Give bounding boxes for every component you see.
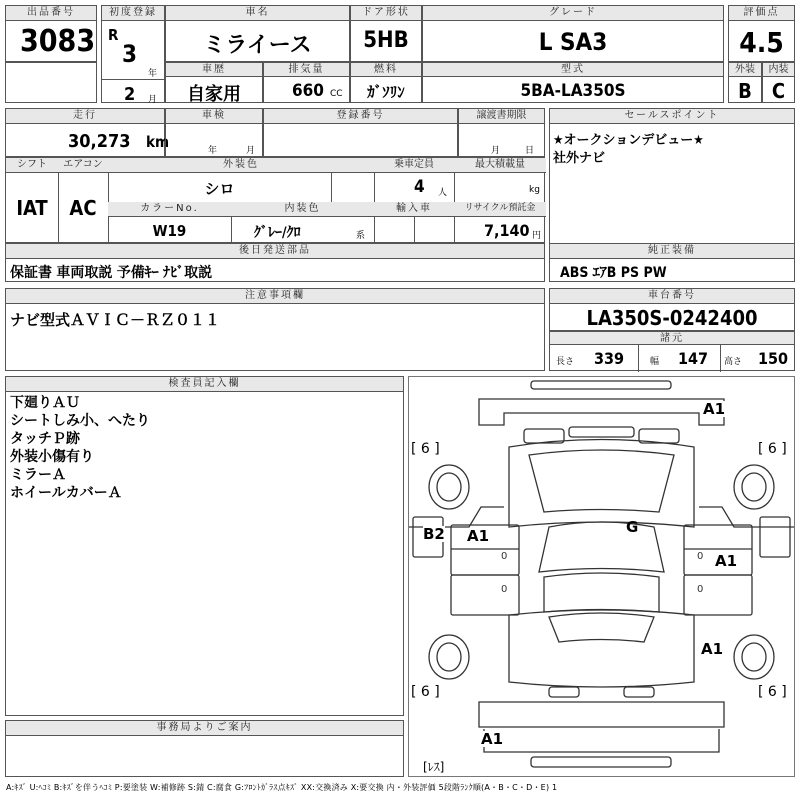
mileage-box bbox=[5, 108, 170, 157]
notes-value: ナビ型式ＡＶＩＣ－ＲＺ０１１ bbox=[10, 311, 221, 329]
lot-number-label: 出品番号 bbox=[6, 6, 96, 21]
registration-month: 2 bbox=[124, 84, 136, 105]
car-diagram bbox=[409, 377, 794, 776]
aircon-value: AC bbox=[69, 196, 97, 220]
inspector-note-3: タッチＰ跡 bbox=[10, 431, 80, 447]
km-unit: km bbox=[146, 133, 170, 151]
inspector-note-2: シートしみ小、へたり bbox=[10, 413, 150, 429]
genuine-equipment-box bbox=[549, 243, 795, 282]
month-unit: 月 bbox=[148, 95, 158, 105]
interior-grade: C bbox=[771, 79, 786, 103]
score-box bbox=[728, 5, 795, 62]
yen-unit: 円 bbox=[532, 231, 542, 241]
chassis-number-label: 車台番号 bbox=[550, 289, 794, 304]
import-car-label: 輸入車 bbox=[374, 202, 454, 217]
recycle-fee-label: リサイクル預託金 bbox=[454, 202, 546, 217]
chassis-number-box bbox=[549, 288, 795, 331]
diagram-zero-2: 0 bbox=[501, 584, 508, 595]
people-unit: 人 bbox=[438, 188, 448, 198]
genuine-equipment-label: 純正装備 bbox=[550, 244, 794, 259]
first-registration-box bbox=[101, 5, 165, 103]
transfer-deadline-label: 譲渡書期限 bbox=[459, 109, 544, 124]
mark-lens: [ﾚｽ] bbox=[423, 760, 445, 774]
interior-grade-label: 内装 bbox=[763, 63, 794, 77]
genuine-equipment-value: ABS ｴｱB PS PW bbox=[560, 265, 667, 281]
mark-bottom-a1: A1 bbox=[481, 730, 504, 748]
inspector-notes-box bbox=[5, 376, 404, 716]
door-type-label: ドア形状 bbox=[351, 6, 421, 21]
shift-label: シフト bbox=[6, 158, 58, 173]
notes-box bbox=[5, 288, 545, 371]
interior-grade-box bbox=[762, 62, 795, 103]
ext-color-label: 外装色 bbox=[108, 158, 374, 173]
first-registration-label: 初度登録 bbox=[102, 6, 164, 21]
vehicle-spec-grid bbox=[5, 157, 545, 243]
color-no-label: カラーNo. bbox=[108, 202, 231, 217]
year-unit: 年 bbox=[148, 69, 158, 79]
mark-left-a1: A1 bbox=[467, 527, 490, 545]
office-info-label: 事務局よりご案内 bbox=[6, 721, 403, 736]
selling-point-line-1: ★オークションデビュー★ bbox=[553, 133, 704, 148]
length-value: 339 bbox=[594, 349, 625, 368]
score-label: 評価点 bbox=[729, 6, 794, 21]
registration-number-label: 登録番号 bbox=[264, 109, 457, 124]
transfer-day-unit: 日 bbox=[525, 146, 535, 156]
color-no-value: W19 bbox=[152, 222, 187, 240]
history-value: 自家用 bbox=[187, 84, 241, 105]
mileage-value: 30,273 bbox=[68, 131, 131, 152]
max-load-label: 最大積載量 bbox=[454, 158, 546, 173]
car-name: ミライース bbox=[203, 33, 312, 58]
shift-value: IAT bbox=[16, 196, 48, 220]
transfer-deadline-box bbox=[458, 108, 545, 157]
ext-color-value: シロ bbox=[204, 180, 235, 198]
mark-roof-a1: A1 bbox=[703, 400, 726, 418]
history-label: 車歴 bbox=[166, 63, 262, 77]
door-type-box bbox=[350, 5, 422, 62]
era-letter: R bbox=[108, 26, 119, 44]
model-code: 5BA-LA350S bbox=[520, 81, 626, 101]
height-value: 150 bbox=[758, 349, 789, 368]
history-box bbox=[165, 62, 263, 103]
grade-box bbox=[422, 5, 724, 62]
lot-number: 3083 bbox=[20, 24, 96, 59]
displacement-label: 排気量 bbox=[264, 63, 349, 77]
damage-legend: A:ｷｽﾞ U:ﾍｺﾐ B:ｷｽﾞを伴うﾍｺﾐ P:要塗装 W:補修跡 S:錆 C:腐食 G:ﾌﾛﾝﾄｶﾞﾗｽ点ｷｽﾞ XX:交換済み X:要交換 内・外装評価 5段階ﾗﾝｸ順(A・B・C・D・E) 1 bbox=[6, 783, 558, 792]
inspector-note-5: ミラーＡ bbox=[10, 467, 66, 483]
fuel-label: 燃料 bbox=[351, 63, 421, 77]
mark-right-rear-a1: A1 bbox=[701, 640, 724, 658]
displacement-box bbox=[263, 62, 350, 103]
height-label: 高さ bbox=[724, 357, 743, 367]
mark-tire-rear-left: [ 6 ] bbox=[411, 684, 440, 700]
inspection-label: 車検 bbox=[166, 109, 262, 124]
fuel-box bbox=[350, 62, 422, 103]
selling-point-line-2: 社外ナビ bbox=[553, 151, 606, 166]
exterior-grade: B bbox=[738, 79, 752, 103]
car-name-box bbox=[165, 5, 350, 62]
transfer-month-unit: 月 bbox=[491, 146, 501, 156]
capacity-label: 乗車定員 bbox=[374, 158, 454, 173]
car-name-label: 車名 bbox=[166, 6, 349, 21]
diagram-zero-1: 0 bbox=[501, 551, 508, 562]
mileage-label: 走行 bbox=[6, 109, 164, 124]
inspection-month-unit: 月 bbox=[246, 146, 256, 156]
score-value: 4.5 bbox=[739, 26, 784, 59]
mark-hood-g: G bbox=[626, 518, 639, 536]
mark-tire-front-left: [ 6 ] bbox=[411, 441, 440, 457]
notes-label: 注意事項欄 bbox=[6, 289, 544, 304]
selling-points-label: セールスポイント bbox=[550, 109, 794, 124]
mark-right-a1: A1 bbox=[715, 552, 738, 570]
width-value: 147 bbox=[678, 349, 709, 368]
registration-year: 3 bbox=[122, 40, 138, 68]
lot-number-blank bbox=[5, 62, 97, 103]
car-diagram-box bbox=[408, 376, 795, 777]
diagram-zero-3: 0 bbox=[697, 551, 704, 562]
model-code-box bbox=[422, 62, 724, 103]
width-label: 幅 bbox=[650, 357, 660, 367]
inspection-year-unit: 年 bbox=[208, 146, 218, 156]
diagram-zero-4: 0 bbox=[697, 584, 704, 595]
mark-tire-rear-right: [ 6 ] bbox=[758, 684, 787, 700]
inspection-box bbox=[165, 108, 263, 157]
exterior-grade-label: 外装 bbox=[729, 63, 761, 77]
inspector-note-6: ホイールカバーＡ bbox=[10, 485, 122, 501]
specs-label: 諸元 bbox=[550, 332, 794, 345]
fuel-value: ｶﾞｿﾘﾝ bbox=[367, 83, 405, 101]
lot-number-box bbox=[5, 5, 97, 62]
recycle-fee-value: 7,140 bbox=[484, 221, 530, 240]
int-color-label: 内装色 bbox=[231, 202, 374, 217]
inspector-note-4: 外装小傷有り bbox=[10, 449, 94, 465]
cc-unit: CC bbox=[330, 89, 343, 99]
int-color-value: ｸﾞﾚｰ/ｸﾛ bbox=[254, 225, 301, 241]
grade-label: グレード bbox=[423, 6, 723, 21]
system-unit: 系 bbox=[356, 231, 366, 241]
capacity-value: 4 bbox=[414, 177, 425, 197]
later-parts-value: 保証書 車両取説 予備ｷｰ ﾅﾋﾞ取説 bbox=[10, 265, 213, 281]
aircon-label: エアコン bbox=[58, 158, 108, 173]
grade: L SA3 bbox=[538, 28, 608, 56]
length-label: 長さ bbox=[556, 357, 575, 367]
inspector-notes-label: 検査員記入欄 bbox=[6, 377, 403, 392]
inspector-note-1: 下廻りＡＵ bbox=[10, 395, 80, 411]
displacement-value: 660 bbox=[292, 81, 324, 101]
kg-unit: kg bbox=[529, 185, 540, 195]
office-info-box bbox=[5, 720, 404, 777]
mark-left-b2: B2 bbox=[423, 525, 445, 543]
registration-number-box bbox=[263, 108, 458, 157]
mark-tire-front-right: [ 6 ] bbox=[758, 441, 787, 457]
exterior-grade-box bbox=[728, 62, 762, 103]
later-parts-box bbox=[5, 243, 545, 282]
chassis-number-value: LA350S-0242400 bbox=[586, 306, 758, 330]
door-type: 5HB bbox=[363, 28, 409, 53]
later-parts-label: 後日発送部品 bbox=[6, 244, 544, 259]
specs-box bbox=[549, 331, 795, 371]
model-code-label: 型式 bbox=[423, 63, 723, 77]
